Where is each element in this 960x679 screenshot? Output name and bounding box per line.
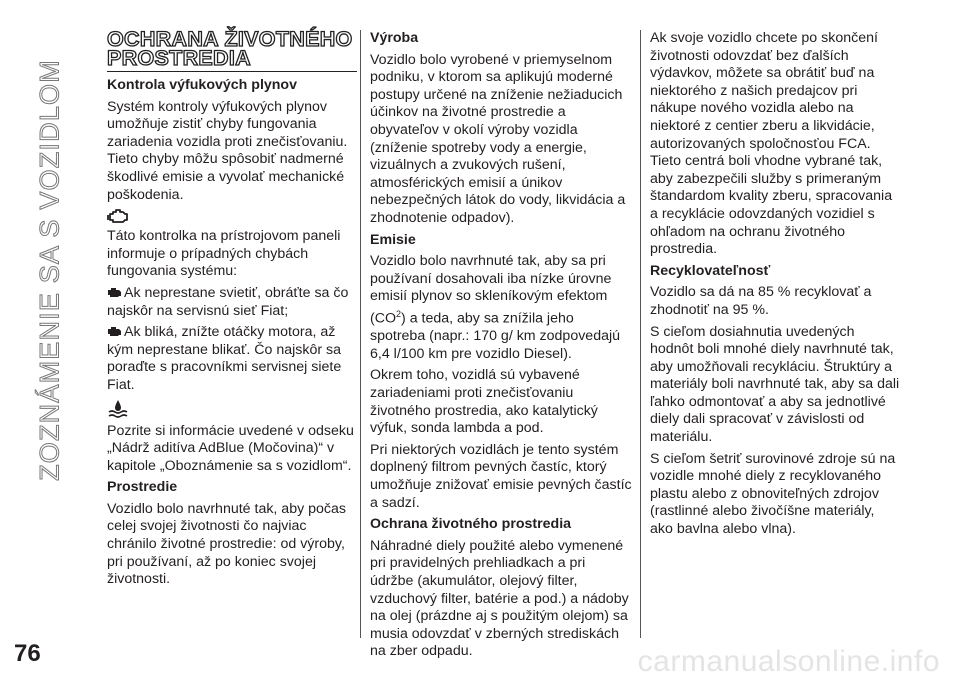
- paragraph: Vozidlo bolo navrhnuté tak, aby počas celej svojej životnosti čo najviac chránilo životné prostredie: od výroby, pri používaní, až po koniec svojej životnosti.: [107, 500, 346, 588]
- paragraph: Pri niektorých vozidlách je tento systém doplnený filtrom pevných častíc, ktorý umožňuje znižovať emisie pevných častíc a sadzí.: [370, 441, 632, 511]
- column-divider-2: [640, 30, 641, 638]
- paragraph: Vozidlo sa dá na 85 % recyklovať a zhodnotiť na 95 %.: [650, 284, 872, 318]
- paragraph: Vozidlo bolo vyrobené v priemyselnom podniku, v ktorom sa aplikujú moderné postupy určené na zníženie nežiaducich účinkov na životné prostredie a obyvateľov v okolí výroby vozidla (zníženie spotreby vody a energie, vizuálnych a zvukových rušení, atmosférických emisií a únikov nebezpečných látok do vody, likvidácia a zhodnotenie odpadov).: [370, 51, 626, 226]
- heading-environment-protection: Ochrana životného prostredia: [370, 516, 572, 533]
- paragraph: Pozrite si informácie uvedené v odseku „Nádrž aditíva AdBlue (Močovina)“ v kapitole „Oboznámenie sa s vozidlom“.: [107, 422, 354, 474]
- bullet-item: Ak bliká, znížte otáčky motora, až kým neprestane blikať. Čo najskôr sa poraďte s pracovníkmi servisnej siete Fiat.: [107, 324, 342, 393]
- heading-production: Výroba: [370, 30, 419, 46]
- paragraph: Táto kontrolka na prístrojovom paneli informuje o prípadných chybách fungovania systému:: [107, 228, 341, 280]
- main-title: OCHRANA ŽIVOTNÉHO PROSTREDIA: [107, 30, 357, 72]
- heading-recyclability: Recyklovateľnosť: [650, 262, 771, 279]
- small-engine-bullet-icon: [107, 287, 122, 298]
- adblue-fluid-icon: [107, 399, 129, 419]
- column-1: [107, 27, 357, 638]
- heading-emissions: Emisie: [370, 231, 416, 248]
- watermark: carmanualsonline.info: [637, 645, 940, 678]
- paragraph: S cieľom dosiahnutia uvedených hodnôt boli mnohé diely navrhnuté tak, aby umožňovali recykláciu. Štruktúry a materiály boli navrhnuté tak, aby sa dali ľahko odmontovať a aby sa jednotlivé diely dali spracovať v závislosti od materiálu.: [650, 323, 900, 446]
- paragraph: Náhradné diely použité alebo vymenené pri pravidelných prehliadkach a pri údržbe (akumulátor, olejový filter, vzduchový filter, batérie a pod.) a nádoby na olej (prázdne aj s použitým olejom) sa musia odovzdať v zberných strediskách na zber odpadu.: [370, 537, 629, 660]
- paragraph: Systém kontroly výfukových plynov umožňuje zistiť chyby fungovania zariadenia vozidla proti znečisťovaniu. Tieto chyby môžu spôsobiť nadmerné škodlivé emisie a vyvolať mechanické poškodenia.: [107, 98, 348, 203]
- paragraph: S cieľom šetriť surovinové zdroje sú na vozidle mnohé diely z recyklovaného plastu alebo z obnoviteľných zdrojov (rastlinné alebo živočíšne materiály, ako bavlna alebo vlna).: [650, 450, 896, 538]
- paragraph: Ak svoje vozidlo chcete po skončení životnosti odovzdať bez ďalších výdavkov, môžete sa obrátiť buď na niektorého z našich predajcov pri nákupe nového vozidla alebo na niektoré z centier zberu a likvidácie, autorizovaných spoločnosťou FCA. Tieto centrá boli vhodne vybrané tak, aby zabezpečili služby s primeraným štandardom kvality zberu, spracovania a recyklácie odovzdaných vozidiel s ohľadom na ochranu životného prostredia.: [650, 30, 893, 258]
- paragraph: Vozidlo bolo navrhnuté tak, aby sa pri používaní dosahovali iba nízke úrovne emisií plynov so skleníkovým efektom $(CO^2)$ a teda, aby sa znížila jeho spotreba (napr.: 170 g/ km zodpovedajú 6,4 l/100 km pre vozidlo Diesel).: [370, 253, 621, 362]
- column-3: [650, 30, 900, 638]
- engine-check-icon: [107, 208, 129, 224]
- section-side-title-text: ZOZNÁMENIE SA S VOZIDLOM: [34, 59, 65, 481]
- page-number: 76: [14, 640, 41, 667]
- paragraph: Okrem toho, vozidlá sú vybavené zariadeniami proti znečisťovaniu životného prostredia, ako katalytický výfuk, sonda lambda a pod.: [370, 367, 598, 437]
- column-divider-1: [360, 30, 361, 638]
- heading-exhaust-control: Kontrola výfukových plynov: [107, 77, 297, 93]
- small-engine-bullet-icon: [107, 326, 122, 337]
- bullet-item: Ak neprestane svietiť, obráťte sa čo najskôr na servisnú sieť Fiat;: [107, 284, 349, 319]
- heading-environment: Prostredie: [107, 479, 178, 496]
- column-2: [370, 30, 632, 660]
